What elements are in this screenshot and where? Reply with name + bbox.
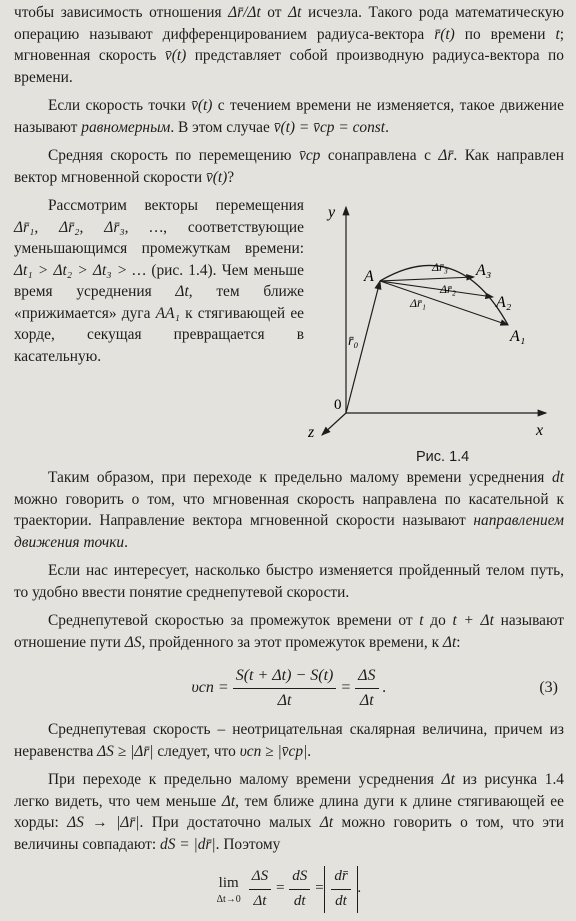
math-dt: Δt [221,792,236,810]
term-uniform: равномерным [81,118,171,136]
math-t: t [555,25,560,43]
text-with-figure [14,195,564,467]
formula-3: υсп = $\frac{S(t + \Delta t) - S(t)}{\Delta t}$ = $\frac{\Delta S}{\Delta t}$ . (3) [14,657,564,719]
paragraph-derivative: чтобы зависимость отношения Δr̄/Δt от Δt исчезла. Такого рода математическую операцию называют дифференцированием радиуса-вектора r̄(t) по времени t; мгновенная скорость v̄(t) представляет собой производную радиуса-вектора по времени. [14,4,565,86]
figure-caption: Рис. 1.4 [416,449,470,465]
limit-operator: lim Δt→0 [216,875,241,905]
fraction-delta-s-over-dt: $\frac{\Delta S}{\Delta t}$ [355,665,378,712]
math-dt: Δt [319,814,334,831]
formula-3-lhs: υсп = [191,679,229,697]
paragraph-displacement-vectors: Рассмотрим векторы перемещения Δr̄₁, Δr̄₂, Δr̄₃, …, соответствующие уменьшающимся промежуткам времени: Δt₁ > Δt₂ > Δt₃ > … (рис. 1.4). Чем меньше время усреднения Δt, тем ближе «прижимается» дуга AA₁ к стягивающей ее хорде, секущая превращается в касательную. [14,197,305,365]
fraction-delta-s-dt: $\frac{\Delta S}{\Delta t}$ [249,866,271,913]
label-point-a1: A₁ [510,328,526,345]
label-dr1: Δr̄₁ [410,296,426,310]
label-dr3: Δr̄₃ [432,260,448,274]
paragraph-uniform-motion: Если скорость точки v̄(t) с течением времени не изменяется, такое движение называют равномерным. В этом случае v̄(t) = v̄ср = const. [14,97,565,136]
term-motion-direction: направлением движения точки [14,512,564,551]
label-point-a2: A₂ [496,294,512,311]
label-dr2: Δr̄₂ [440,282,456,296]
label-r0: r̄₀ [348,334,359,349]
trajectory-diagram [308,195,562,445]
paragraph-average-velocity: Средняя скорость по перемещению v̄ср сонаправлена с Δr̄. Как направлен вектор мгновенной скорости v̄(t)? [14,147,565,186]
math-v-const: v̄(t) = v̄ср = const [273,118,386,136]
math-v-of-t: v̄(t) [191,97,213,114]
equation-number: (3) [539,679,558,696]
fraction-dr-dt: $\frac{dr̄}{dt}$ [331,866,350,913]
math-dr-over-dt: Δr̄/Δt [228,4,261,21]
fraction-ds-dt: $\frac{dS}{dt}$ [289,866,310,913]
math-t-plus-dt: t + Δt [452,612,494,629]
math-v-avg: v̄ср [299,147,321,164]
math-r-of-t: r̄(t) [434,25,455,43]
math-ds-equals-dr: dS = |dr̄| [160,835,216,853]
math-dt-small: dt [552,469,564,486]
math-v-of-t: v̄(t) [205,168,228,186]
math-delta-r: Δr̄ [438,147,454,164]
math-dt: Δt [288,4,302,21]
absolute-value [324,866,357,913]
formula-limit: lim Δt→0 $\frac{\Delta S}{\Delta t}$ = $\frac{dS}{dt}$ = $\frac{dr̄}{dt}$ . [14,857,564,921]
math-ds-to-dr: ΔS → |Δr̄| [67,814,140,831]
label-y: y [328,204,336,221]
label-x: x [536,422,544,439]
paragraph-path-speed-definition: Среднепутевой скоростью за промежуток времени от t до t + Δt называют отношение пути ΔS, пройденного за этот промежуток времени, к Δt: [14,612,564,651]
fraction-path-difference: $\frac{S(t + \Delta t) - S(t)}{\Delta t}$ [233,665,337,712]
math-inequality-ds: ΔS ≥ |Δr̄| [97,742,154,760]
math-arc-aa1: AA₁ [155,304,180,322]
figure-1-4 [308,195,562,467]
label-point-a3: A₃ [476,262,492,279]
label-z: z [308,424,315,441]
paragraph-path-speed-property: Среднепутевая скорость – неотрицательная скалярная величина, причем из неравенства ΔS ≥ |Δr̄| следует, что υсп ≥ |v̄ср|. [14,721,564,760]
label-origin: 0 [334,397,342,413]
math-inequality-v: υсп ≥ |v̄ср| [239,742,308,760]
math-dt-inequality: Δt₁ > Δt₂ > Δt₃ > … [14,261,147,279]
paragraph-limit-transition: При переходе к предельно малому времени усреднения Δt из рисунка 1.4 легко видеть, что чем меньше Δt, тем ближе длина дуги к длине стягивающей ее хорды: ΔS → |Δr̄|. При достаточно малых Δt можно говорить о том, что эти величины совпадают: dS = |dr̄|. Поэтому [14,771,564,853]
math-dt: Δt [442,633,457,651]
chord-a-a3 [380,277,474,281]
math-dt: Δt [175,283,189,300]
paragraph-tangent-direction: Таким образом, при переходе к предельно малому времени усреднения dt можно говорить о том, что мгновенная скорость направлена по касательной к траектории. Направление вектора мгновенной скорости называют направлением движения точки. [14,469,564,551]
math-t: t [419,612,424,629]
label-point-a: A [364,268,374,285]
paragraph-path-speed-intro: Если нас интересует, насколько быстро изменяется пройденный телом путь, то удобно ввести понятие среднепутевой скорости. [14,562,564,601]
math-delta-s: ΔS [124,633,142,651]
z-axis [322,413,346,435]
math-dt: Δt [441,771,455,788]
math-delta-r-list: Δr̄₁, Δr̄₂, Δr̄₃, … [14,218,164,236]
math-v-of-t: v̄(t) [164,47,187,64]
